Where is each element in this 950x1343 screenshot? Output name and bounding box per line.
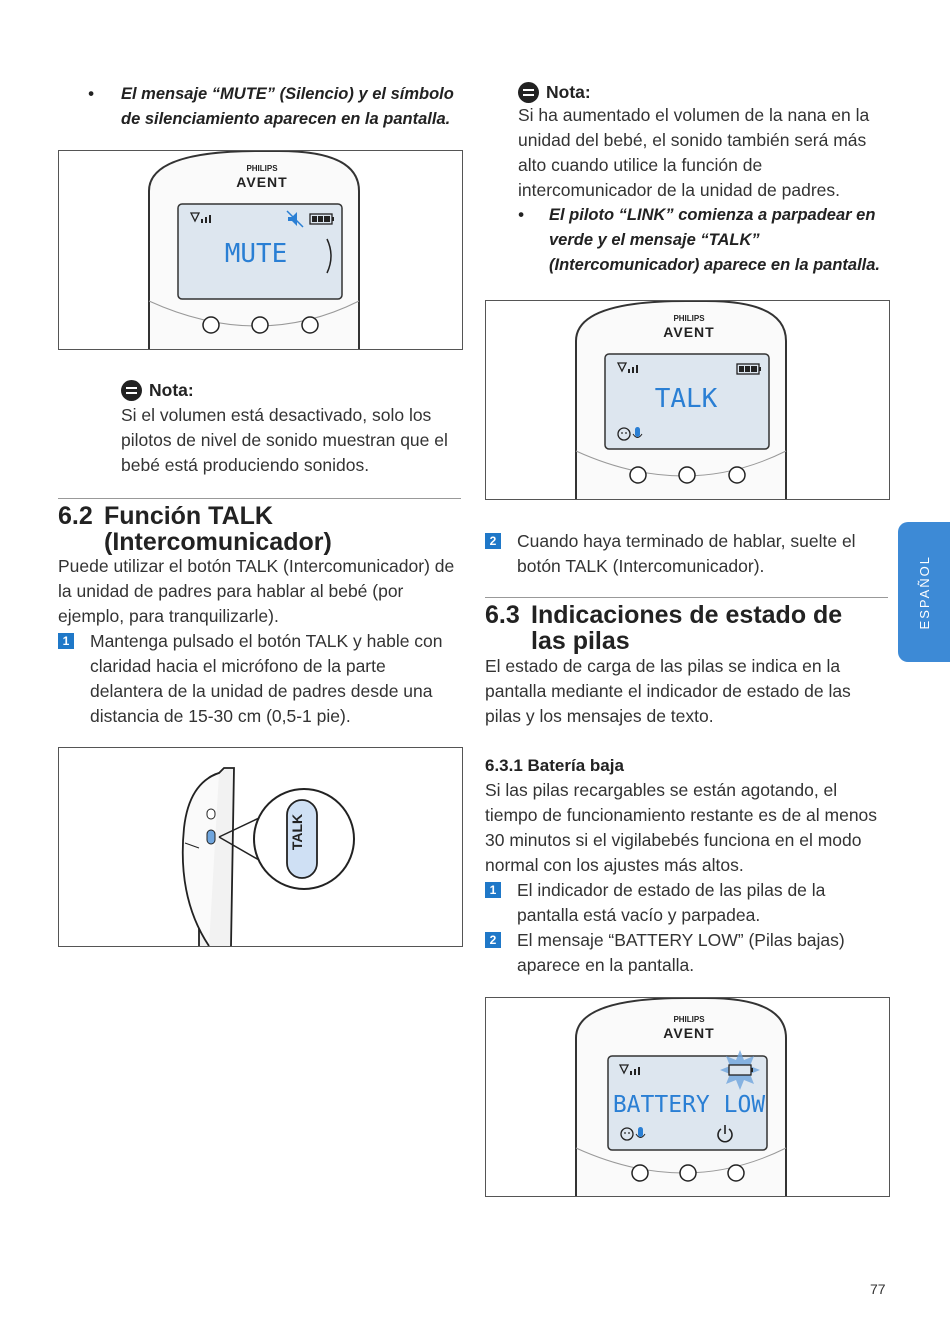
note-text: Si el volumen está desactivado, solo los pilotos de nivel de sonido muestran que el bebé está produciendo sonidos.: [121, 405, 448, 475]
note-heading: [518, 82, 888, 103]
step-number: 1: [485, 882, 501, 898]
bullet-dot: •: [518, 206, 524, 224]
page-number: 77: [870, 1281, 886, 1297]
section-title-line1: Indicaciones de estado de: [531, 601, 843, 629]
section-number: 6.2: [58, 502, 93, 530]
section-number: 6.3: [485, 601, 520, 629]
lcd-mute-text: MUTE: [224, 239, 288, 269]
note-text: Si ha aumentado el volumen de la nana en la unidad del bebé, el sonido también será más alto cuando utilice la función de intercomunicador de la unidad de padres.: [518, 105, 870, 200]
section-6-3-intro: El estado de carga de las pilas se indica en la pantalla mediante el indicador de estado de las pilas y los mensajes de texto.: [485, 656, 851, 726]
figure-mute-display: [58, 150, 463, 350]
talk-button-illustration: [59, 748, 462, 946]
device-small-button: [207, 809, 215, 819]
brand-logo: AVENT: [663, 1025, 715, 1041]
step-number: 1: [58, 633, 74, 649]
lcd-talk-text: TALK: [654, 384, 718, 414]
step-2-release-talk: [485, 529, 885, 579]
step-1-battery-indicator: [485, 878, 885, 928]
brand-small: PHILIPS: [673, 314, 705, 323]
section-title-line2: las pilas: [531, 627, 630, 655]
step-text: Mantenga pulsado el botón TALK y hable con claridad hacia el micrófono de la parte delantera de la unidad de padres desde una distancia de 15-30 cm (0,5-1 pie).: [90, 631, 443, 726]
brand-small: PHILIPS: [673, 1015, 705, 1024]
unit-button-left: [632, 1165, 648, 1181]
brand-logo: AVENT: [663, 324, 715, 340]
link-bullet-text: El piloto “LINK” comienza a parpadear en verde y el mensaje “TALK” (Intercomunicador) aparece en la pantalla.: [549, 206, 881, 274]
parent-unit-talk-illustration: [486, 301, 889, 499]
section-title-line2: (Intercomunicador): [104, 528, 332, 556]
note-icon: [518, 82, 539, 103]
section-divider: [485, 597, 888, 598]
unit-button-left: [630, 467, 646, 483]
figure-battery-low-display: [485, 997, 890, 1197]
lcd-battery-low-text: BATTERY LOW: [612, 1092, 766, 1118]
step-1-talk: [58, 629, 458, 729]
unit-button-middle: [679, 467, 695, 483]
link-bullet: [518, 203, 888, 278]
unit-button-right: [728, 1165, 744, 1181]
language-tab: [898, 522, 950, 662]
mute-bullet: [88, 82, 458, 132]
step-number: 2: [485, 932, 501, 948]
parent-unit-mute-illustration: [59, 151, 462, 349]
note-title: Nota:: [546, 82, 591, 102]
parent-unit-battery-low-illustration: [486, 998, 889, 1196]
unit-button-right: [302, 317, 318, 333]
bullet-dot: •: [88, 85, 94, 103]
section-title-line1: Función TALK: [104, 502, 273, 530]
unit-button-middle: [252, 317, 268, 333]
subsection-6-3-1-title: 6.3.1 Batería baja: [485, 756, 624, 775]
device-talk-button: [207, 830, 215, 844]
unit-button-middle: [680, 1165, 696, 1181]
talk-button-label: TALK: [289, 813, 305, 851]
battery-empty-blinking-icon: [720, 1050, 760, 1090]
step-number: 2: [485, 533, 501, 549]
note-title: Nota:: [149, 380, 194, 400]
unit-button-left: [203, 317, 219, 333]
unit-button-right: [729, 467, 745, 483]
step-text: El mensaje “BATTERY LOW” (Pilas bajas) aparece en la pantalla.: [517, 930, 845, 975]
step-text: El indicador de estado de las pilas de la pantalla está vacío y parpadea.: [517, 880, 826, 925]
mute-bullet-text: El mensaje “MUTE” (Silencio) y el símbolo de silenciamiento aparecen en la pantalla.: [121, 85, 454, 128]
note-icon: [121, 380, 142, 401]
subsection-text: Si las pilas recargables se están agotando, el tiempo de funcionamiento restante es de al menos 30 minutos si el vigilabebés funciona en el modo normal con los ajustes más altos.: [485, 780, 878, 875]
note-volume-up: [518, 82, 888, 278]
note-volume-off: [121, 380, 466, 478]
section-divider: [58, 498, 461, 499]
language-tab-label: ESPAÑOL: [916, 554, 932, 630]
step-text: Cuando haya terminado de hablar, suelte el botón TALK (Intercomunicador).: [517, 531, 856, 576]
figure-talk-button: [58, 747, 463, 947]
figure-talk-display: [485, 300, 890, 500]
note-heading: [121, 380, 466, 401]
brand-small: PHILIPS: [246, 164, 278, 173]
brand-logo: AVENT: [236, 174, 288, 190]
step-2-battery-low: [485, 928, 885, 978]
section-6-2-intro: Puede utilizar el botón TALK (Intercomunicador) de la unidad de padres para hablar al bebé (por ejemplo, para tranquilizarle).: [58, 556, 455, 626]
section-6-3-heading: [485, 602, 888, 654]
section-6-2-heading: [58, 503, 461, 555]
